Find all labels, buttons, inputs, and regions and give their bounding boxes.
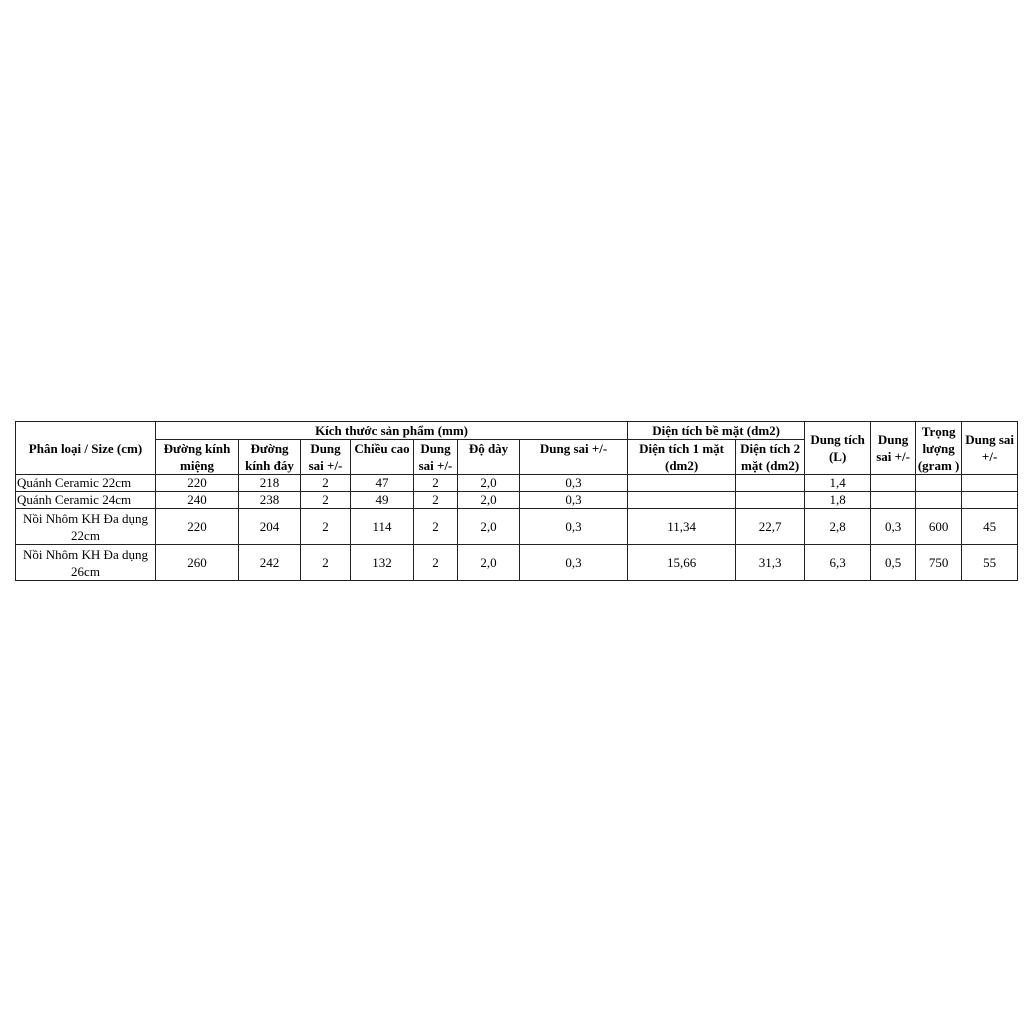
cell-capacity: 1,4	[805, 475, 871, 492]
cell-mouth-diameter: 220	[156, 509, 239, 545]
cell-height-tolerance: 2	[414, 509, 458, 545]
cell-thickness-tolerance: 0,3	[520, 475, 628, 492]
cell-capacity-tolerance	[871, 492, 916, 509]
row-name: Quánh Ceramic 24cm	[16, 492, 156, 509]
cell-area-one-side: 15,66	[628, 545, 736, 581]
cell-thickness-tolerance: 0,3	[520, 492, 628, 509]
header-weight: Trọng lượng (gram )	[916, 422, 962, 475]
header-height: Chiều cao	[351, 440, 414, 475]
cell-thickness-tolerance: 0,3	[520, 509, 628, 545]
cell-weight	[916, 492, 962, 509]
header-diameter-tolerance: Dung sai +/-	[301, 440, 351, 475]
cell-diameter-tolerance: 2	[301, 475, 351, 492]
cell-area-two-sides: 22,7	[736, 509, 805, 545]
cell-capacity: 1,8	[805, 492, 871, 509]
cell-area-two-sides: 31,3	[736, 545, 805, 581]
cell-capacity: 2,8	[805, 509, 871, 545]
header-height-tolerance: Dung sai +/-	[414, 440, 458, 475]
cell-thickness: 2,0	[458, 545, 520, 581]
header-category: Phân loại / Size (cm)	[16, 422, 156, 475]
header-thickness: Độ dày	[458, 440, 520, 475]
header-mouth-diameter: Đường kính miệng	[156, 440, 239, 475]
cell-area-two-sides	[736, 475, 805, 492]
cell-height-tolerance: 2	[414, 545, 458, 581]
cell-capacity: 6,3	[805, 545, 871, 581]
cell-area-two-sides	[736, 492, 805, 509]
cell-thickness-tolerance: 0,3	[520, 545, 628, 581]
table-row	[16, 545, 1018, 581]
cell-mouth-diameter: 260	[156, 545, 239, 581]
cell-diameter-tolerance: 2	[301, 545, 351, 581]
cell-diameter-tolerance: 2	[301, 492, 351, 509]
cell-bottom-diameter: 218	[239, 475, 301, 492]
cell-diameter-tolerance: 2	[301, 509, 351, 545]
header-area-two-sides: Diện tích 2 mặt (dm2)	[736, 440, 805, 475]
cell-mouth-diameter: 240	[156, 492, 239, 509]
cell-thickness: 2,0	[458, 492, 520, 509]
cell-area-one-side	[628, 475, 736, 492]
cell-height-tolerance: 2	[414, 475, 458, 492]
cell-mouth-diameter: 220	[156, 475, 239, 492]
cell-weight: 600	[916, 509, 962, 545]
product-spec-table	[15, 421, 1018, 581]
header-bottom-diameter: Đường kính đáy	[239, 440, 301, 475]
cell-height: 132	[351, 545, 414, 581]
cell-weight: 750	[916, 545, 962, 581]
row-name: Nồi Nhôm KH Đa dụng 26cm	[16, 545, 156, 581]
cell-thickness: 2,0	[458, 475, 520, 492]
header-weight-tolerance: Dung sai +/-	[962, 422, 1018, 475]
table-row	[16, 475, 1018, 492]
cell-weight-tolerance: 45	[962, 509, 1018, 545]
cell-bottom-diameter: 204	[239, 509, 301, 545]
cell-height: 49	[351, 492, 414, 509]
table-row	[16, 509, 1018, 545]
cell-weight-tolerance	[962, 492, 1018, 509]
cell-weight	[916, 475, 962, 492]
cell-area-one-side	[628, 492, 736, 509]
row-name: Nồi Nhôm KH Đa dụng 22cm	[16, 509, 156, 545]
header-capacity-tolerance: Dung sai +/-	[871, 422, 916, 475]
cell-weight-tolerance: 55	[962, 545, 1018, 581]
header-group-dimensions: Kích thước sản phẩm (mm)	[156, 422, 628, 440]
cell-capacity-tolerance: 0,5	[871, 545, 916, 581]
row-name: Quánh Ceramic 22cm	[16, 475, 156, 492]
header-area-one-side: Diện tích 1 mặt (dm2)	[628, 440, 736, 475]
header-capacity: Dung tích (L)	[805, 422, 871, 475]
table-row	[16, 492, 1018, 509]
cell-area-one-side: 11,34	[628, 509, 736, 545]
cell-weight-tolerance	[962, 475, 1018, 492]
cell-thickness: 2,0	[458, 509, 520, 545]
cell-height-tolerance: 2	[414, 492, 458, 509]
header-thickness-tolerance: Dung sai +/-	[520, 440, 628, 475]
cell-height: 47	[351, 475, 414, 492]
cell-bottom-diameter: 242	[239, 545, 301, 581]
cell-capacity-tolerance	[871, 475, 916, 492]
cell-bottom-diameter: 238	[239, 492, 301, 509]
cell-capacity-tolerance: 0,3	[871, 509, 916, 545]
cell-height: 114	[351, 509, 414, 545]
header-group-surface-area: Diện tích bề mặt (dm2)	[628, 422, 805, 440]
